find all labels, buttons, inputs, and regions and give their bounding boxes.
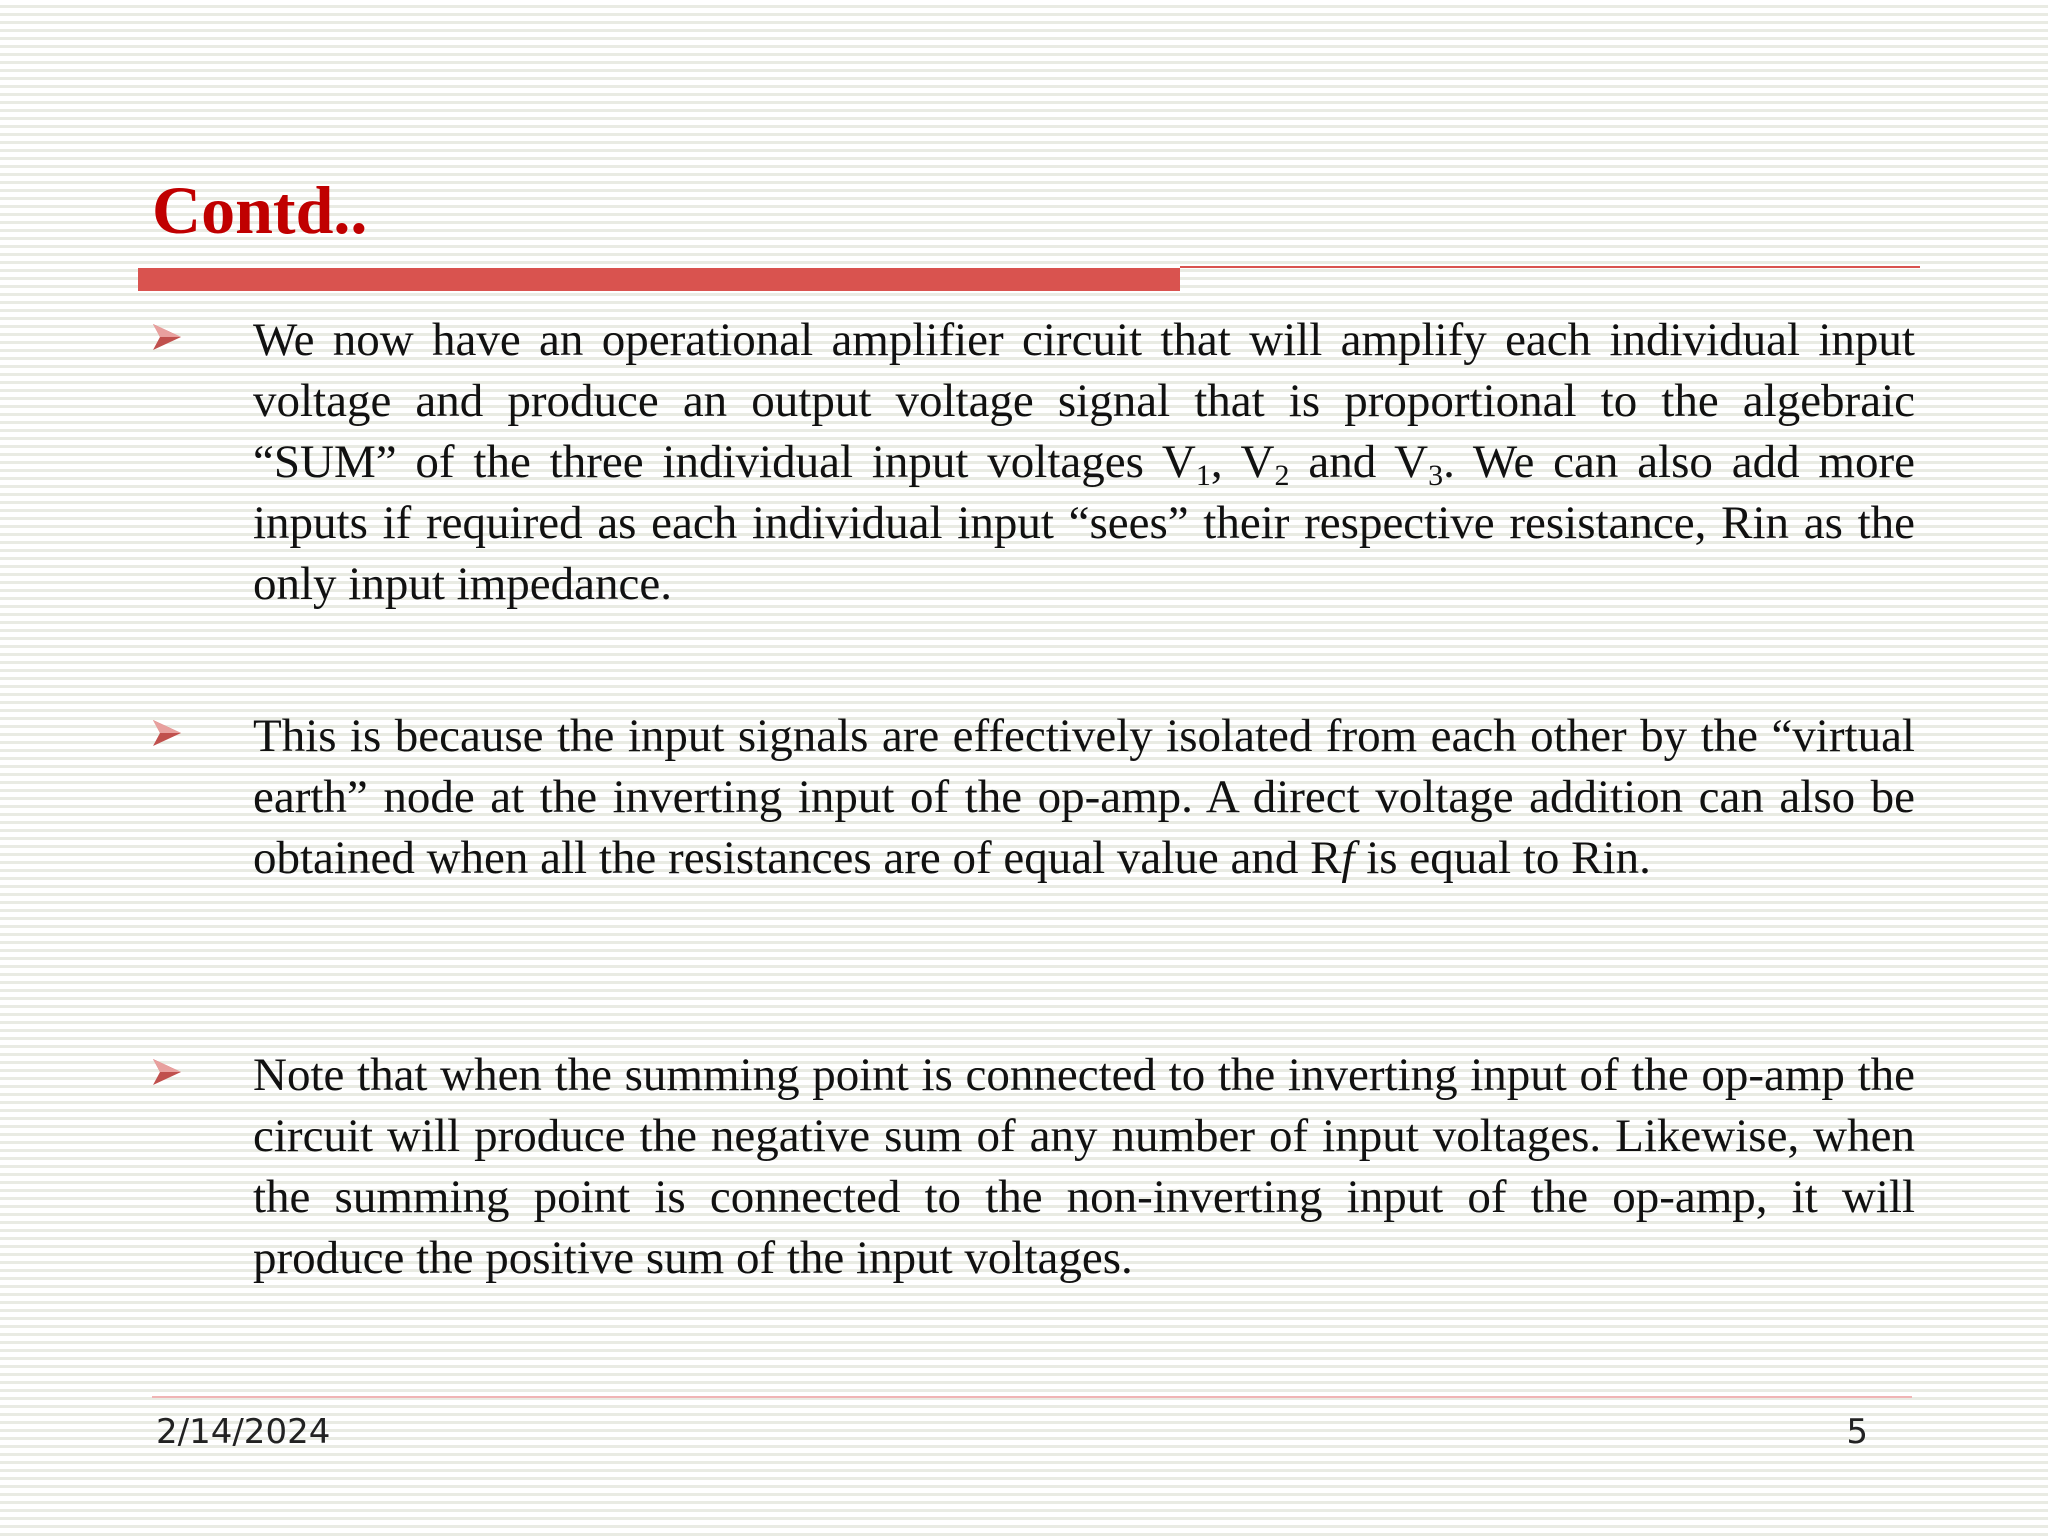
arrowhead-bullet-icon: [150, 1055, 184, 1089]
footer-divider: [152, 1396, 1912, 1398]
title-underline-bar: [138, 268, 1180, 291]
title-underline-rule: [1180, 266, 1920, 268]
bullet-text-1: We now have an operational amplifier circuit that will amplify each individual input voltage and produce an output voltage signal that is proportional to the algebraic “SUM” of the three individual input voltages $V_1$, $V_2$ and $V_3$. We can also add more inputs if required as each individual input “sees” their respective resistance, Rin as the only input impedance.: [253, 314, 1915, 610]
bullet-text-2: This is because the input signals are effectively isolated from each other by the “virtual earth” node at the inverting input of the op-amp. A direct voltage addition can also be obtained when all the resistances are of equal value and Rf is equal to Rin.: [253, 710, 1915, 884]
slide-title: Contd..: [152, 172, 368, 248]
bullet-text-3: Note that when the summing point is connected to the inverting input of the op-amp the circuit will produce the negative sum of any number of input voltages. Likewise, when the summing point is connected to the non-inverting input of the op-amp, it will produce the positive sum of the input voltages.: [253, 1049, 1915, 1284]
footer-date: 2/14/2024: [156, 1412, 331, 1452]
arrowhead-bullet-icon: [150, 716, 184, 750]
page-number: 5: [1846, 1412, 1868, 1452]
arrowhead-bullet-icon: [150, 320, 184, 354]
